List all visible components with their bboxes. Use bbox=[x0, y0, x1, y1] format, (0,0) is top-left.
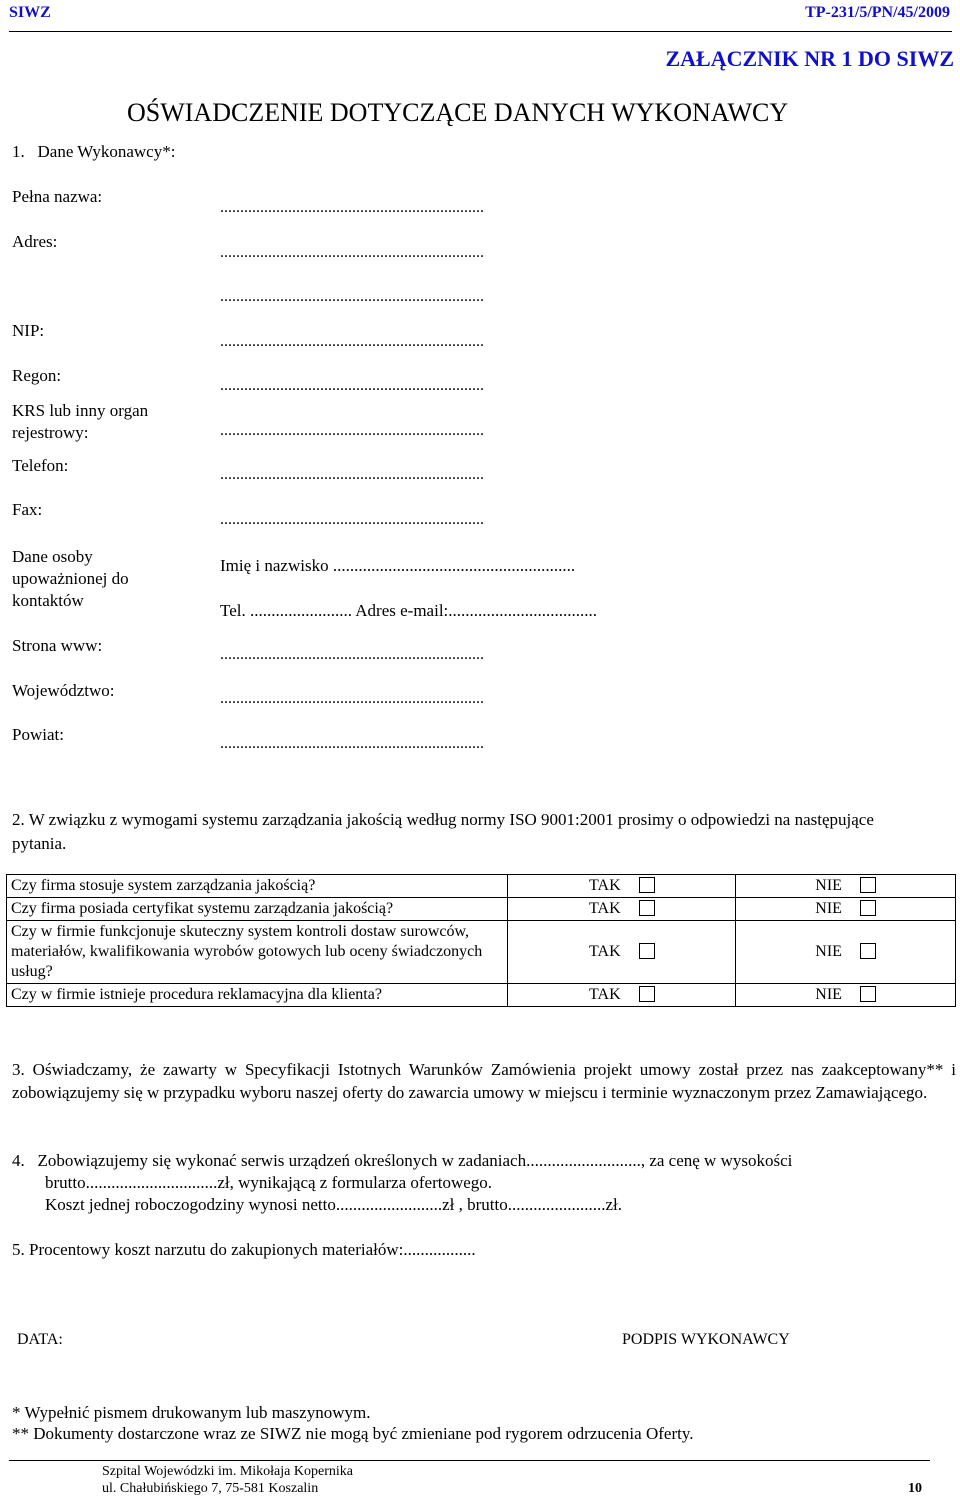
fill-contact-name[interactable]: Imię i nazwisko ......................................................... bbox=[220, 556, 576, 575]
section4-line2: brutto...............................zł, wynikającą z formularza ofertowego. bbox=[45, 1173, 493, 1192]
fill-contact-tel-email[interactable]: Tel. ........................ Adres e-mail:................................... bbox=[220, 601, 598, 620]
attachment-label: ZAŁĄCZNIK NR 1 DO SIWZ bbox=[665, 46, 954, 71]
fill-voivodeship[interactable]: .................................................................. bbox=[220, 690, 484, 707]
yes-checkbox[interactable] bbox=[639, 877, 655, 893]
yes-label: TAK bbox=[589, 986, 621, 1003]
fill-address-1[interactable]: .................................................................. bbox=[220, 244, 484, 261]
table-row bbox=[7, 875, 956, 898]
footer-hospital: Szpital Wojewódzki im. Mikołaja Kopernika bbox=[102, 1464, 353, 1479]
footnote-1: * Wypełnić pismem drukowanym lub maszynowym. bbox=[12, 1403, 371, 1422]
label-address: Adres: bbox=[12, 232, 58, 251]
fill-regon[interactable]: .................................................................. bbox=[220, 377, 484, 394]
footer-rule bbox=[9, 1460, 930, 1461]
table-row bbox=[7, 984, 956, 1007]
no-label: NIE bbox=[815, 943, 842, 960]
yes-checkbox[interactable] bbox=[639, 900, 655, 916]
fill-phone[interactable]: .................................................................. bbox=[220, 466, 484, 483]
no-checkbox[interactable] bbox=[860, 877, 876, 893]
header-left: SIWZ bbox=[9, 4, 51, 21]
label-voivodeship: Województwo: bbox=[12, 681, 115, 700]
page-title: OŚWIADCZENIE DOTYCZĄCE DANYCH WYKONAWCY bbox=[127, 98, 789, 127]
header-rule bbox=[9, 31, 952, 32]
label-www: Strona www: bbox=[12, 636, 103, 655]
label-krs: KRS lub inny organ rejestrowy: bbox=[12, 401, 149, 442]
fill-nip[interactable]: .................................................................. bbox=[220, 333, 484, 350]
no-label: NIE bbox=[815, 877, 842, 894]
header-right: TP-231/5/PN/45/2009 bbox=[805, 4, 950, 21]
label-full-name: Pełna nazwa: bbox=[12, 187, 103, 206]
question-text: Czy firma posiada certyfikat systemu zarządzania jakością? bbox=[7, 898, 508, 921]
footnote-2: ** Dokumenty dostarczone wraz ze SIWZ nie mogą być zmieniane pod rygorem odrzucenia Oferty. bbox=[12, 1424, 694, 1443]
date-label: DATA: bbox=[17, 1331, 63, 1348]
yes-label: TAK bbox=[589, 943, 621, 960]
quality-questions-table bbox=[6, 874, 956, 1007]
no-label: NIE bbox=[815, 900, 842, 917]
section3-statement: 3. Oświadczamy, że zawarty w Specyfikacji Istotnych Warunków Zamówienia projekt umowy został przez nas zaakceptowany** i zobowiązujemy się w przypadku wyboru naszej oferty do zawarcia umowy w miejscu i terminie wyznaczonym przez Zamawiającego. bbox=[12, 1060, 956, 1102]
table-row bbox=[7, 921, 956, 984]
yes-checkbox[interactable] bbox=[639, 986, 655, 1002]
question-text: Czy w firmie istnieje procedura reklamacyjna dla klienta? bbox=[7, 984, 508, 1007]
label-district: Powiat: bbox=[12, 725, 64, 744]
label-contact: Dane osoby upoważnionej do kontaktów bbox=[12, 547, 129, 610]
yes-checkbox[interactable] bbox=[639, 943, 655, 959]
yes-label: TAK bbox=[589, 900, 621, 917]
no-checkbox[interactable] bbox=[860, 986, 876, 1002]
label-phone: Telefon: bbox=[12, 456, 69, 475]
yes-label: TAK bbox=[589, 877, 621, 894]
signature-label: PODPIS WYKONAWCY bbox=[622, 1331, 790, 1348]
label-nip: NIP: bbox=[12, 321, 45, 340]
no-checkbox[interactable] bbox=[860, 943, 876, 959]
fill-www[interactable]: .................................................................. bbox=[220, 646, 484, 663]
section2-intro: 2. W związku z wymogami systemu zarządzania jakością według normy ISO 9001:2001 prosimy o odpowiedzi na następujące pytania. bbox=[12, 810, 874, 853]
fill-krs[interactable]: .................................................................. bbox=[220, 422, 484, 439]
fill-district[interactable]: .................................................................. bbox=[220, 735, 484, 752]
no-checkbox[interactable] bbox=[860, 900, 876, 916]
page-number: 10 bbox=[908, 1481, 922, 1496]
question-text: Czy firma stosuje system zarządzania jakością? bbox=[7, 875, 508, 898]
fill-full-name[interactable]: .................................................................. bbox=[220, 199, 484, 216]
label-fax: Fax: bbox=[12, 500, 43, 519]
no-label: NIE bbox=[815, 986, 842, 1003]
question-text: Czy w firmie funkcjonuje skuteczny system kontroli dostaw surowców, materiałów, kwalifikowania wyrobów gotowych lub oceny świadczonych usług? bbox=[7, 921, 508, 984]
fill-address-2[interactable]: .................................................................. bbox=[220, 288, 484, 305]
section4-line1: 4. Zobowiązujemy się wykonać serwis urządzeń określonych w zadaniach..........................., za cenę w wysokości bbox=[12, 1151, 793, 1170]
section5-markup: 5. Procentowy koszt narzutu do zakupionych materiałów:................. bbox=[12, 1240, 476, 1259]
section4-line3: Koszt jednej roboczogodziny wynosi netto.........................zł , brutto.......................zł. bbox=[45, 1195, 622, 1214]
section1-heading: 1. Dane Wykonawcy*: bbox=[12, 142, 176, 161]
table-row bbox=[7, 898, 956, 921]
label-regon: Regon: bbox=[12, 366, 62, 385]
footer-address: ul. Chałubińskiego 7, 75-581 Koszalin bbox=[102, 1481, 319, 1496]
fill-fax[interactable]: .................................................................. bbox=[220, 511, 484, 528]
